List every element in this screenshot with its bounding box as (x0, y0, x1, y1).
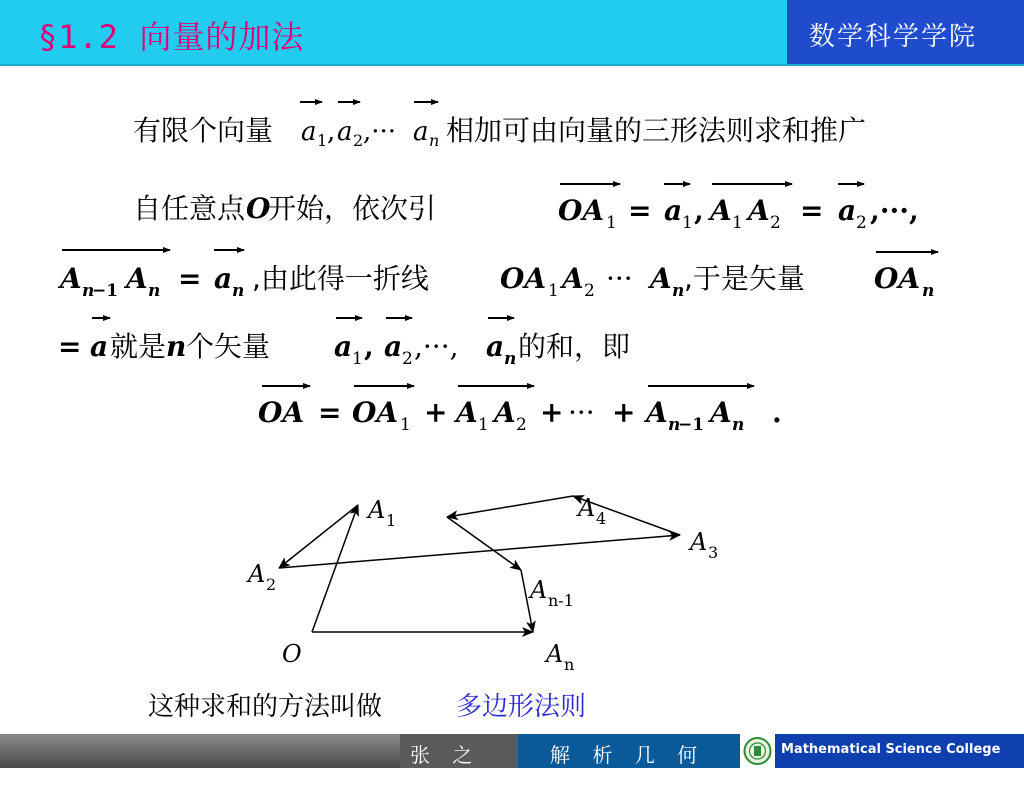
vector-to-An1 (447, 517, 521, 570)
svg-text:a: a (90, 330, 109, 363)
footer (0, 734, 1024, 796)
line4-n: n (166, 330, 187, 363)
svg-text:1: 1 (548, 281, 559, 301)
line4-b: 个矢量 (186, 330, 271, 363)
svg-text:=: = (58, 330, 82, 363)
svg-text:a: a (301, 117, 317, 147)
svg-text:2: 2 (584, 281, 595, 301)
label-An: A (546, 640, 564, 668)
svg-text:a: a (384, 330, 403, 363)
svg-text:A: A (456, 396, 478, 429)
svg-text:A: A (748, 194, 770, 227)
svg-text:a: a (664, 194, 683, 227)
conclusion-term: 多边形法则 (456, 692, 587, 722)
svg-text:n: n (732, 415, 745, 435)
svg-text:=: = (628, 194, 652, 227)
label-A1-sub: 1 (386, 511, 397, 530)
label-A2: A (248, 560, 266, 588)
svg-text:A: A (710, 396, 732, 429)
label-An1-sub: n-1 (548, 591, 574, 610)
svg-text:,···: ,··· (363, 117, 397, 147)
svg-text:+: + (540, 396, 564, 429)
svg-text:2: 2 (353, 131, 364, 150)
line2-point: O (246, 192, 271, 225)
label-A2-sub: 2 (266, 575, 277, 594)
footer-college (775, 734, 1024, 768)
svg-text:1: 1 (732, 213, 743, 233)
label-An1: A (530, 576, 548, 604)
svg-text:n: n (232, 281, 245, 301)
svg-text:2: 2 (402, 349, 413, 369)
svg-text:a: a (838, 194, 857, 227)
line2-prefix: 自任意点 (133, 192, 246, 225)
svg-text:a: a (214, 262, 233, 295)
svg-text:···: ··· (568, 396, 595, 429)
college-name: 数学科学学院 (809, 22, 978, 52)
college-name-english: Mathematical Science College (781, 742, 1001, 757)
svg-text:n: n (82, 281, 95, 301)
svg-text:1: 1 (352, 349, 363, 369)
vector-A4-A5 (447, 496, 573, 517)
svg-text:a: a (334, 330, 353, 363)
label-A3: A (690, 528, 708, 556)
svg-text:A: A (494, 396, 516, 429)
svg-text:OA: OA (558, 194, 605, 227)
conclusion-prefix: 这种求和的方法叫做 (148, 692, 383, 722)
label-A4: A (578, 494, 596, 522)
svg-text:,···,: ,···, (870, 194, 919, 227)
svg-text:A: A (60, 262, 82, 295)
svg-text:n: n (429, 131, 440, 150)
label-An-sub: n (564, 655, 575, 674)
svg-text:2: 2 (516, 415, 527, 435)
line3-mid: ,由此得一折线 (252, 262, 429, 295)
svg-text:n: n (922, 281, 935, 301)
label-O: O (282, 640, 302, 668)
label-A1: A (368, 496, 386, 524)
svg-text:a: a (486, 330, 505, 363)
label-A4-sub: 4 (596, 509, 607, 528)
svg-text:,: , (364, 330, 374, 363)
svg-text:1: 1 (606, 213, 617, 233)
svg-text:+: + (424, 396, 448, 429)
footer-author (400, 734, 518, 796)
svg-text:OA: OA (258, 396, 305, 429)
line1-suffix: 相加可由向量的三形法则求和推广 (446, 114, 867, 147)
svg-text:1: 1 (682, 213, 693, 233)
slide-title: §1.2 向量的加法 (38, 18, 305, 56)
college-logo (740, 734, 775, 768)
college-emblem-icon (740, 734, 775, 768)
svg-text:A: A (710, 194, 732, 227)
svg-text:1: 1 (478, 415, 489, 435)
svg-text:,: , (327, 117, 336, 147)
svg-text:n: n (672, 281, 685, 301)
svg-text:OA: OA (352, 396, 399, 429)
line3-mid2: ,于是矢量 (684, 262, 805, 295)
svg-text:A: A (650, 262, 672, 295)
svg-text:=: = (318, 396, 342, 429)
svg-text:+: + (612, 396, 636, 429)
svg-text:A: A (126, 262, 148, 295)
svg-text:−1: −1 (678, 415, 705, 435)
svg-text:A: A (562, 262, 584, 295)
footer-course (518, 734, 740, 768)
svg-text:n: n (504, 349, 517, 369)
svg-text:n: n (668, 415, 681, 435)
svg-text:A: A (646, 396, 668, 429)
svg-text:1: 1 (317, 131, 328, 150)
label-A3-sub: 3 (708, 543, 719, 562)
svg-text:a: a (413, 117, 429, 147)
svg-text:=: = (800, 194, 824, 227)
svg-text:OA: OA (874, 262, 921, 295)
line4-c: 的和，即 (518, 330, 631, 363)
svg-text:2: 2 (770, 213, 781, 233)
footer-left-panel (0, 734, 400, 768)
svg-text:,···,: ,···, (414, 330, 459, 363)
line4-a: 就是 (110, 330, 167, 363)
svg-text:a: a (337, 117, 353, 147)
svg-text:1: 1 (400, 415, 411, 435)
course-name: 解 析 几 何 (550, 743, 706, 767)
svg-text:OA: OA (500, 262, 547, 295)
svg-text:=: = (178, 262, 202, 295)
line1-prefix: 有限个向量 (133, 114, 274, 147)
svg-text:−1: −1 (92, 281, 119, 301)
line2-mid: 开始，依次引 (268, 192, 437, 225)
author-name: 张 之 正 (410, 743, 481, 796)
svg-text:n: n (148, 281, 161, 301)
svg-text:2: 2 (856, 213, 867, 233)
svg-text:,: , (694, 194, 704, 227)
svg-text:.: . (772, 396, 782, 429)
svg-text:···: ··· (606, 262, 633, 295)
